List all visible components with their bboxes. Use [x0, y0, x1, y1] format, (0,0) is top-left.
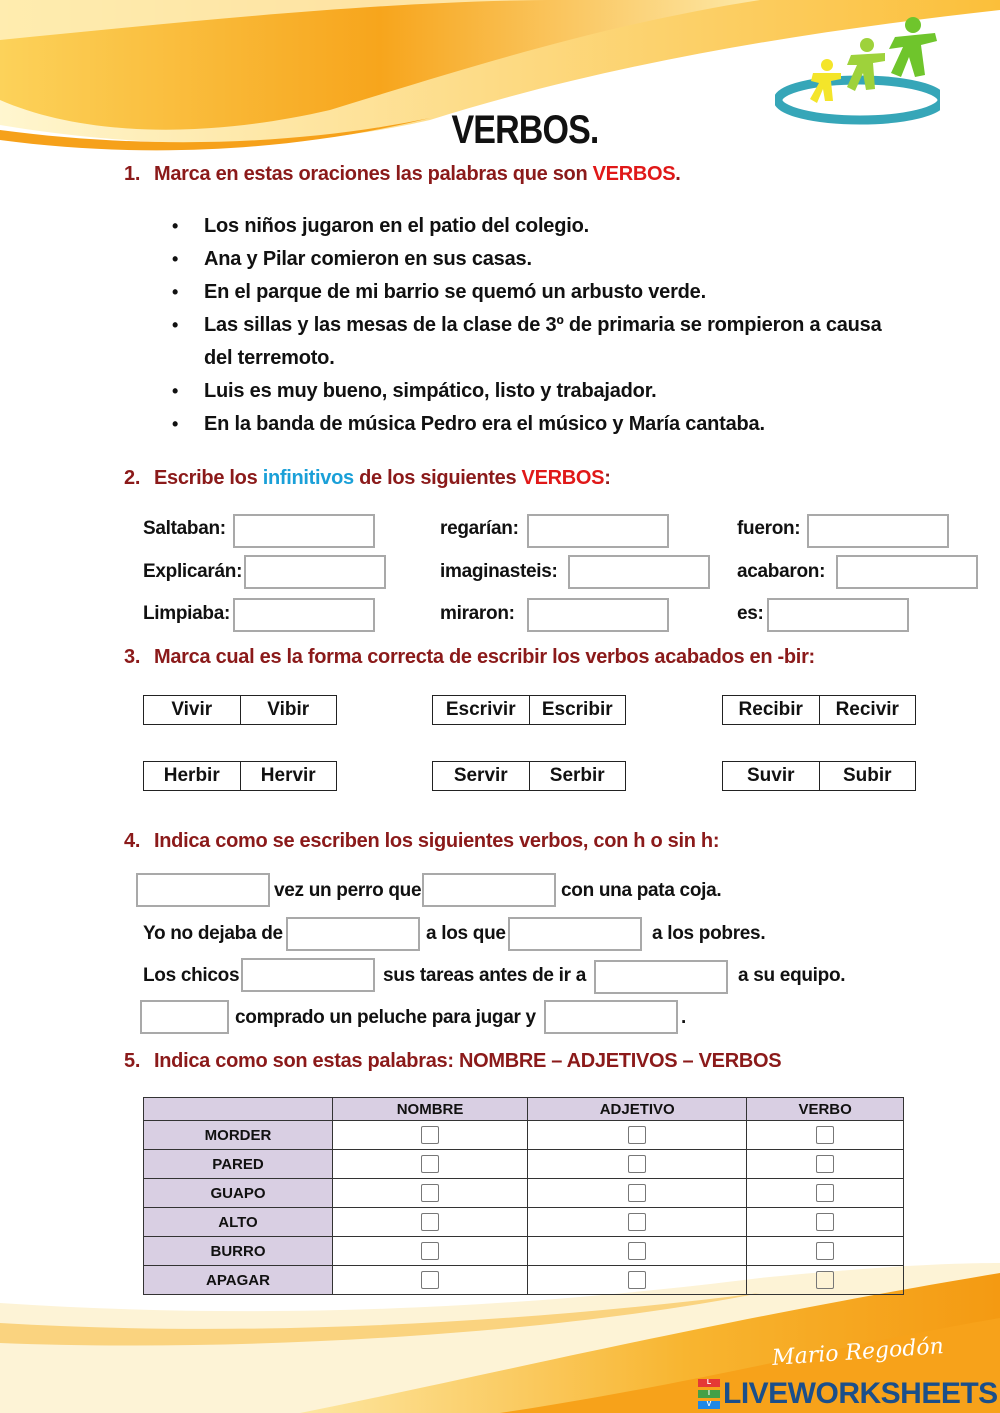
label-imaginasteis: imaginasteis:: [440, 561, 558, 582]
section-1-number: 1.: [124, 163, 141, 185]
sentence-text: sus tareas antes de ir a: [383, 965, 586, 986]
sentence-item[interactable]: • Las sillas y las mesas de la clase de 3º de primaria se rompieron a causa del terremoto.: [172, 309, 912, 375]
sentence-text: a los pobres.: [652, 923, 766, 944]
answer-input-miraron[interactable]: [527, 598, 669, 632]
answer-input-acabaron[interactable]: [836, 555, 978, 589]
choice-option[interactable]: Suvir: [723, 762, 820, 790]
checkbox[interactable]: [421, 1184, 439, 1202]
author-signature: Mario Regodón: [771, 1334, 945, 1371]
word-cell: BURRO: [144, 1237, 333, 1266]
choice-option[interactable]: Hervir: [260, 765, 316, 786]
choice-option[interactable]: Escrivir: [433, 696, 530, 724]
column-header: VERBO: [747, 1098, 904, 1121]
brand-logo-icon: L I V: [698, 1379, 720, 1409]
choice-option[interactable]: Herbir: [144, 762, 241, 790]
word-cell: ALTO: [144, 1208, 333, 1237]
table-row: [144, 1179, 904, 1208]
fill-blank-input[interactable]: [594, 960, 728, 994]
liveworksheets-brand[interactable]: [698, 1377, 998, 1411]
choice-pair: [143, 761, 337, 791]
checkbox[interactable]: [816, 1126, 834, 1144]
sentence-item[interactable]: • Luis es muy bueno, simpático, listo y trabajador.: [172, 375, 912, 408]
checkbox[interactable]: [628, 1213, 646, 1231]
sentence-text: a su equipo.: [738, 965, 846, 986]
sentence-item[interactable]: • En el parque de mi barrio se quemó un arbusto verde.: [172, 276, 912, 309]
label-es: es:: [737, 603, 764, 624]
table-header-row: [144, 1098, 904, 1121]
sentence-text: vez un perro que: [274, 880, 422, 901]
label-saltaban: Saltaban:: [143, 518, 226, 539]
answer-input-saltaban[interactable]: [233, 514, 375, 548]
sentence-item[interactable]: • Los niños jugaron en el patio del colegio.: [172, 210, 912, 243]
word-cell: PARED: [144, 1150, 333, 1179]
section-4-heading: 4. Indica como se escriben los siguientes verbos, con h o sin h:: [124, 830, 720, 852]
checkbox[interactable]: [816, 1155, 834, 1173]
checkbox[interactable]: [628, 1155, 646, 1173]
answer-input-explicaran[interactable]: [244, 555, 386, 589]
choice-option[interactable]: Servir: [433, 762, 530, 790]
brand-name: LIVEWORKSHEETS: [723, 1377, 998, 1410]
answer-input-limpiaba[interactable]: [233, 598, 375, 632]
label-regarian: regarían:: [440, 518, 519, 539]
sentence-text: .: [681, 1007, 686, 1028]
answer-input-regarian[interactable]: [527, 514, 669, 548]
choice-option[interactable]: Escribir: [541, 699, 613, 720]
sentence-text: comprado un peluche para jugar y: [235, 1007, 536, 1028]
choice-option[interactable]: Vivir: [144, 696, 241, 724]
checkbox[interactable]: [421, 1242, 439, 1260]
classification-table: [143, 1097, 904, 1295]
checkbox[interactable]: [628, 1242, 646, 1260]
choice-option[interactable]: Vibir: [267, 699, 310, 720]
table-corner: [144, 1098, 333, 1121]
checkbox[interactable]: [816, 1213, 834, 1231]
page-title: VERBOS.: [451, 108, 599, 152]
checkbox[interactable]: [421, 1271, 439, 1289]
choice-option[interactable]: Subir: [842, 765, 892, 786]
sentence-text: con una pata coja.: [561, 880, 722, 901]
fill-blank-input[interactable]: [508, 917, 642, 951]
checkbox[interactable]: [628, 1271, 646, 1289]
section-3-heading: 3. Marca cual es la forma correcta de escribir los verbos acabados en -bir:: [124, 646, 815, 668]
fill-blank-input[interactable]: [422, 873, 556, 907]
fill-blank-input[interactable]: [241, 958, 375, 992]
fill-blank-input[interactable]: [286, 917, 420, 951]
checkbox[interactable]: [628, 1126, 646, 1144]
sentence-text: Yo no dejaba de: [143, 923, 283, 944]
column-header: NOMBRE: [333, 1098, 528, 1121]
table-row: [144, 1150, 904, 1179]
section-1-heading: 1. Marca en estas oraciones las palabras que son VERBOS.: [124, 163, 681, 185]
fill-blank-input[interactable]: [140, 1000, 229, 1034]
table-row: [144, 1266, 904, 1295]
choice-option[interactable]: Serbir: [549, 765, 605, 786]
checkbox[interactable]: [421, 1213, 439, 1231]
answer-input-fueron[interactable]: [807, 514, 949, 548]
column-header: ADJETIVO: [528, 1098, 747, 1121]
choice-option[interactable]: Recibir: [723, 696, 820, 724]
choice-pair: [432, 761, 626, 791]
answer-input-es[interactable]: [767, 598, 909, 632]
label-fueron: fueron:: [737, 518, 801, 539]
checkbox[interactable]: [421, 1126, 439, 1144]
section-2-heading: 2. Escribe los infinitivos de los siguientes VERBOS:: [124, 467, 611, 489]
checkbox[interactable]: [816, 1184, 834, 1202]
fill-blank-input[interactable]: [136, 873, 270, 907]
word-cell: GUAPO: [144, 1179, 333, 1208]
label-acabaron: acabaron:: [737, 561, 826, 582]
table-row: [144, 1237, 904, 1266]
label-explicaran: Explicarán:: [143, 561, 243, 582]
checkbox[interactable]: [816, 1271, 834, 1289]
checkbox[interactable]: [628, 1184, 646, 1202]
sentence-list: [172, 210, 912, 441]
answer-input-imaginasteis[interactable]: [568, 555, 710, 589]
sentence-text: Los chicos: [143, 965, 240, 986]
choice-pair: [722, 695, 916, 725]
table-row: [144, 1121, 904, 1150]
choice-option[interactable]: Recivir: [835, 699, 899, 720]
checkbox[interactable]: [421, 1155, 439, 1173]
fill-blank-input[interactable]: [544, 1000, 678, 1034]
choice-pair: [722, 761, 916, 791]
sentence-item[interactable]: • Ana y Pilar comieron en sus casas.: [172, 243, 912, 276]
label-miraron: miraron:: [440, 603, 515, 624]
label-limpiaba: Limpiaba:: [143, 603, 231, 624]
section-5-heading: 5. Indica como son estas palabras: NOMBRE – ADJETIVOS – VERBOS: [124, 1050, 782, 1072]
choice-pair: [432, 695, 626, 725]
sentence-item[interactable]: • En la banda de música Pedro era el músico y María cantaba.: [172, 408, 912, 441]
choice-pair: [143, 695, 337, 725]
sentence-text: a los que: [426, 923, 506, 944]
table-row: [144, 1208, 904, 1237]
checkbox[interactable]: [816, 1242, 834, 1260]
word-cell: APAGAR: [144, 1266, 333, 1295]
word-cell: MORDER: [144, 1121, 333, 1150]
